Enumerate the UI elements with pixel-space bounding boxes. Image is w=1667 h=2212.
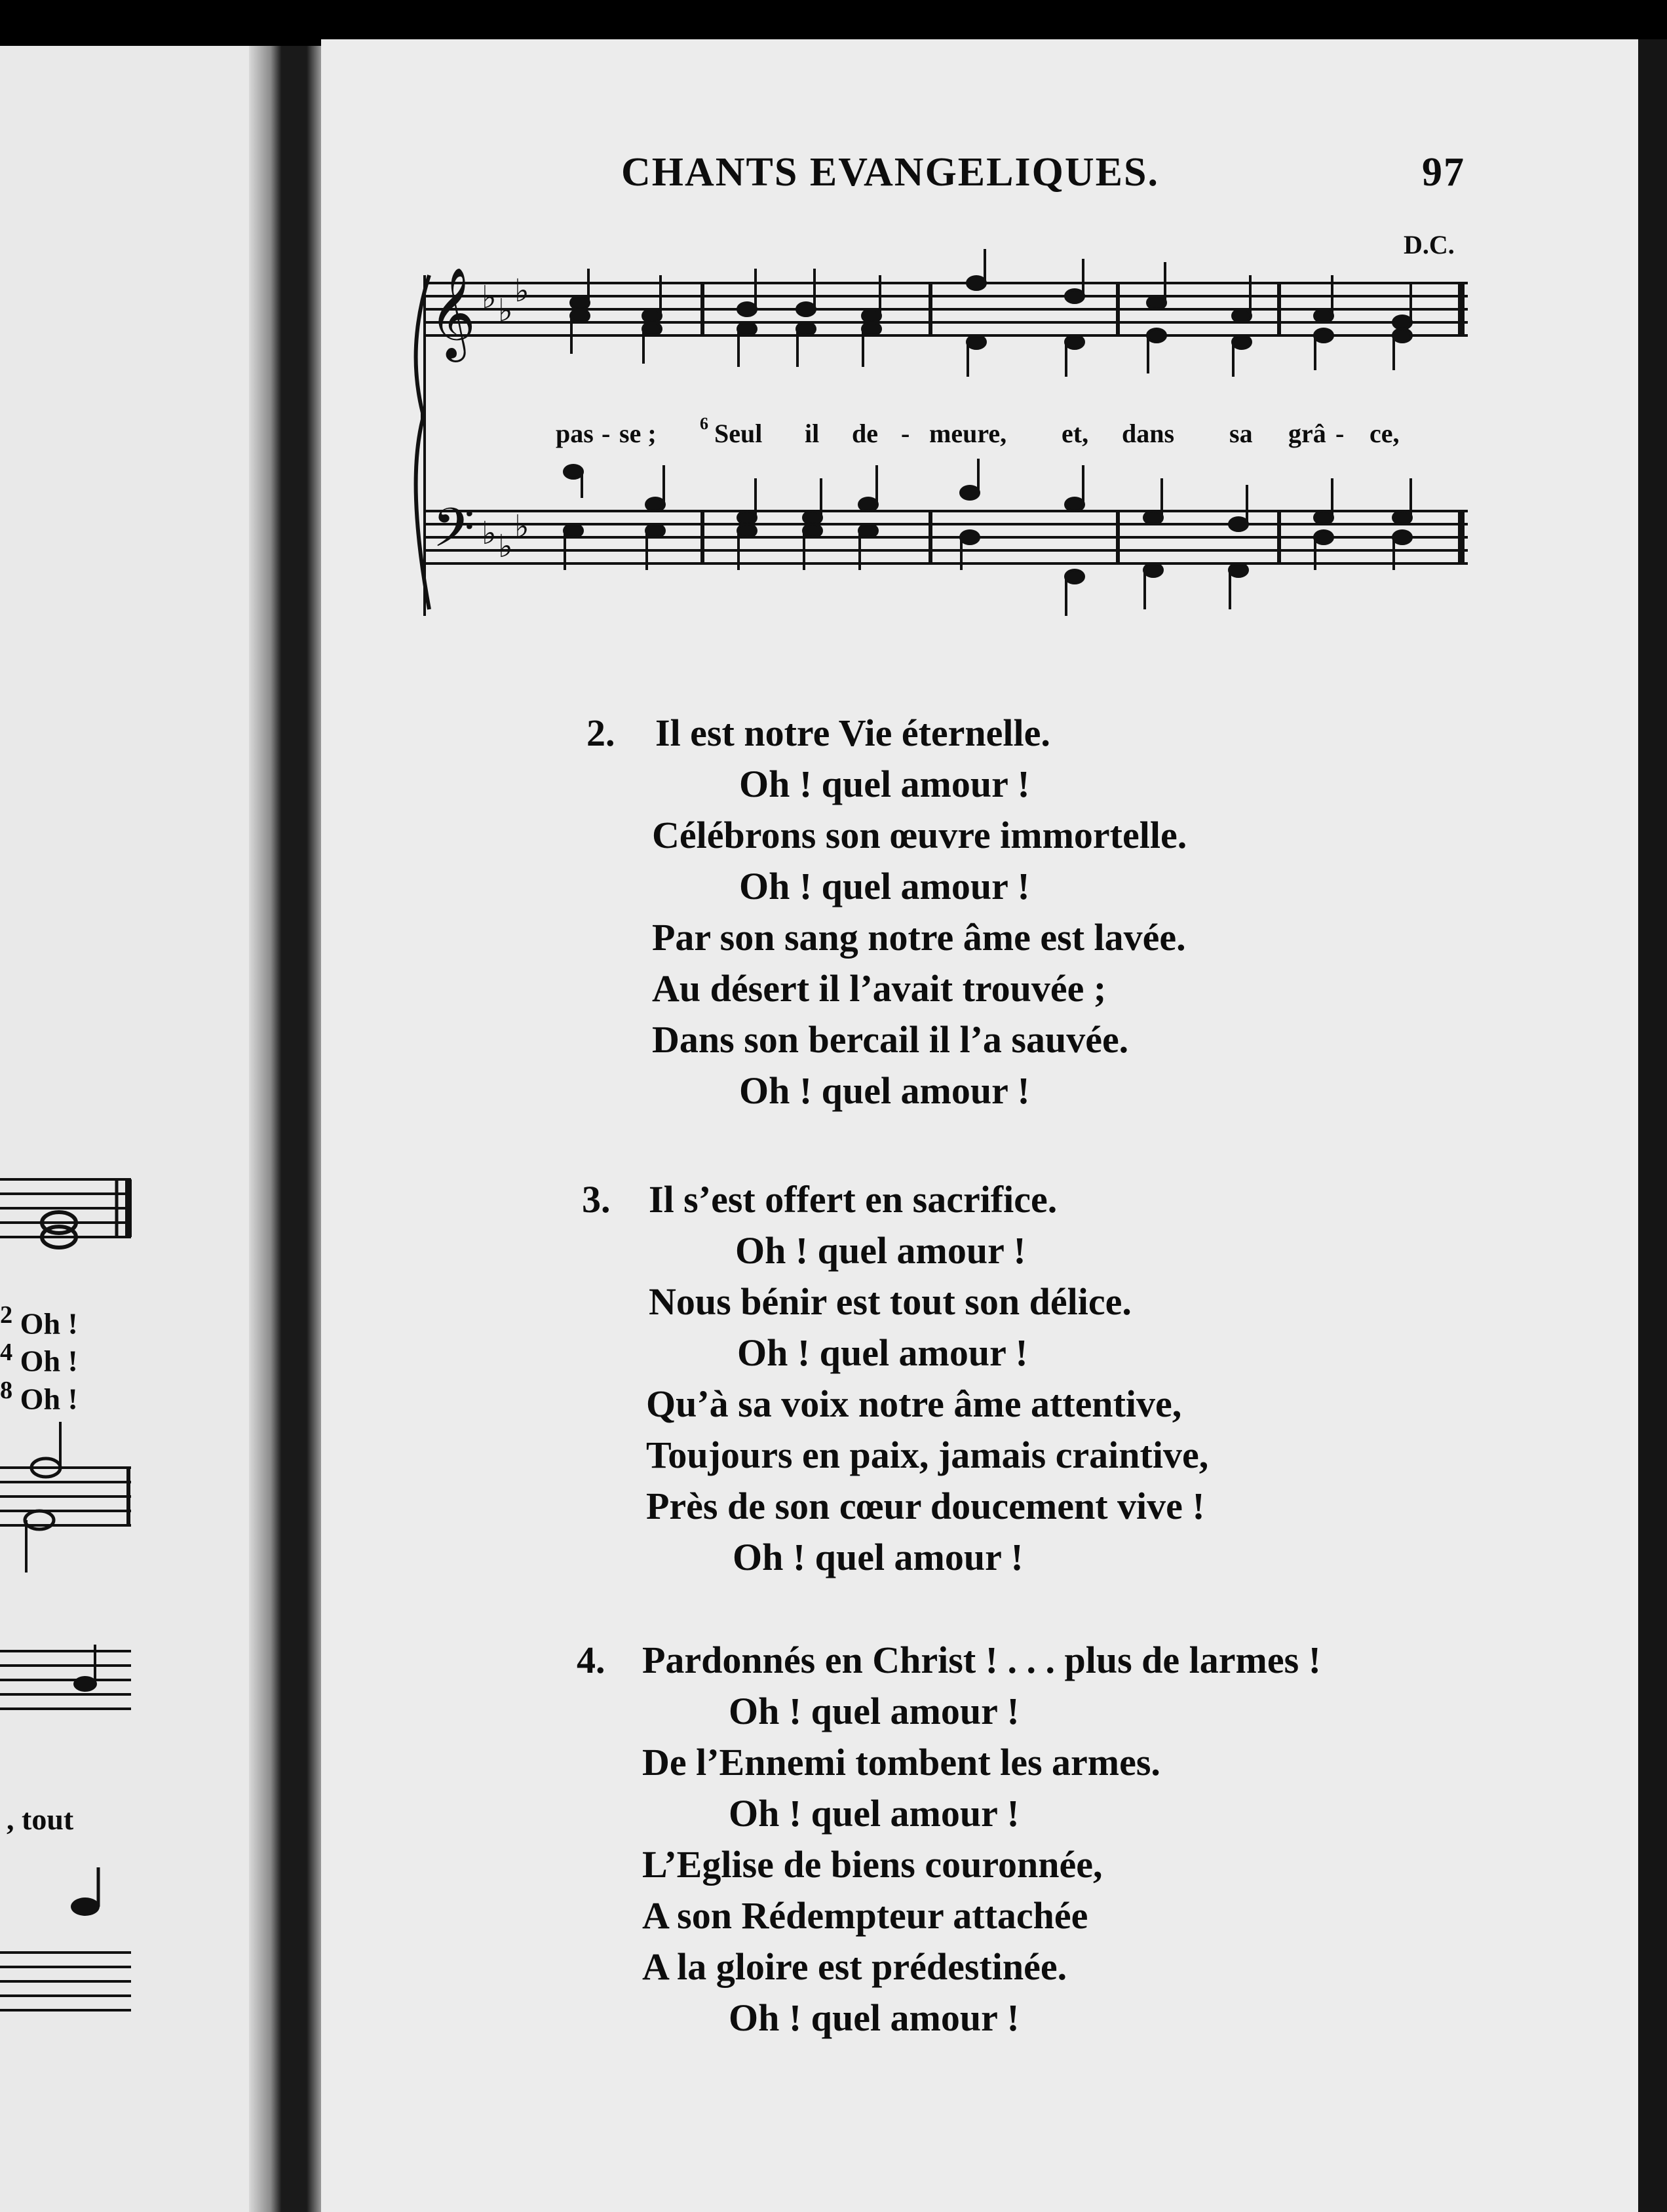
left-refrain-row	[0, 1376, 78, 1413]
verse-line: Il s’est offert en sacrifice.	[649, 1178, 1058, 1221]
verse-line: A la gloire est prédestinée.	[642, 1945, 1067, 1988]
page-number: 97	[1422, 150, 1465, 195]
lyric-syllable: grâ	[1288, 419, 1326, 448]
verse-line: A son Rédempteur attachée	[642, 1894, 1088, 1937]
lyric-syllable: se ;	[619, 419, 657, 448]
verse-line: De l’Ennemi tombent les armes.	[642, 1741, 1160, 1783]
left-refrain-block	[0, 1301, 78, 1413]
verse-line: Célébrons son œuvre immortelle.	[652, 814, 1187, 856]
lyric-syllable: -	[1335, 419, 1345, 448]
refrain-line: Oh ! quel amour !	[729, 1996, 1020, 2039]
treble-clef-icon: 𝄞	[429, 269, 476, 356]
verse-line: Il est notre Vie éternelle.	[655, 712, 1050, 754]
left-lyric-fragment: , tout	[7, 1802, 74, 1836]
verse-line: Près de son cœur doucement vive !	[646, 1485, 1205, 1527]
running-title: CHANTS EVANGELIQUES.	[621, 150, 1159, 195]
verse-number: 4.	[577, 1639, 605, 1681]
refrain-line: Oh ! quel amour !	[735, 1229, 1026, 1272]
refrain-word: Oh !	[20, 1381, 78, 1415]
flat-icon: ♭	[482, 280, 497, 315]
lyric-syllable: -	[602, 419, 611, 448]
bass-staff	[426, 511, 1468, 563]
verse-line: Nous bénir est tout son délice.	[649, 1280, 1132, 1323]
flat-icon: ♭	[482, 516, 497, 551]
book-gutter	[249, 46, 321, 2212]
bass-clef-icon: 𝄢	[432, 499, 475, 571]
left-refrain-row	[0, 1338, 78, 1378]
refrain-word: Oh !	[20, 1306, 78, 1341]
refrain-line: Oh ! quel amour !	[733, 1536, 1024, 1578]
lyric-syllable: et,	[1062, 419, 1089, 448]
lyric-syllable: sa	[1229, 419, 1253, 448]
refrain-line: Oh ! quel amour !	[739, 763, 1030, 805]
refrain-line: Oh ! quel amour !	[739, 1069, 1030, 1112]
treble-notes	[571, 249, 1411, 377]
refrain-line: Oh ! quel amour !	[729, 1792, 1020, 1835]
left-refrain-row	[0, 1301, 78, 1341]
verse-number: 2.	[586, 712, 615, 754]
verse-number: 3.	[582, 1178, 611, 1221]
flat-icon: ♭	[514, 510, 529, 544]
system-brace	[416, 275, 429, 609]
lyric-syllable: -	[901, 419, 910, 448]
lyric-syllable: pas	[556, 419, 594, 448]
verse-line: L’Eglise de biens couronnée,	[642, 1843, 1103, 1886]
music-score	[393, 249, 1481, 668]
verse-index: 2	[0, 1301, 13, 1329]
verse-line: Qu’à sa voix notre âme attentive,	[646, 1382, 1182, 1425]
lyric-syllable: dans	[1122, 419, 1175, 448]
flat-icon: ♭	[498, 529, 513, 564]
refrain-line: Oh ! quel amour !	[737, 1331, 1028, 1374]
refrain-word: Oh !	[20, 1344, 78, 1378]
lyric-verse-marker: 6	[700, 414, 708, 433]
da-capo-mark: D.C.	[1404, 230, 1455, 259]
verse-index: 4	[0, 1339, 13, 1367]
right-page-edge	[1638, 39, 1667, 2212]
verse-line: Pardonnés en Christ ! . . . plus de larmes !	[642, 1639, 1321, 1681]
flat-icon: ♭	[514, 274, 529, 309]
verse-line: Toujours en paix, jamais craintive,	[646, 1434, 1209, 1476]
verse-line: Au désert il l’avait trouvée ;	[652, 967, 1107, 1010]
lyric-syllable: meure,	[929, 419, 1007, 448]
lyric-syllable: ce,	[1370, 419, 1400, 448]
verse-line: Dans son bercail il l’a sauvée.	[652, 1018, 1129, 1061]
refrain-line: Oh ! quel amour !	[729, 1690, 1020, 1732]
flat-icon: ♭	[498, 294, 513, 328]
lyric-syllable: il	[805, 419, 820, 448]
lyric-syllable: Seul	[714, 419, 763, 448]
lyric-syllable: de	[852, 419, 878, 448]
refrain-line: Oh ! quel amour !	[739, 865, 1030, 907]
verse-line: Par son sang notre âme est lavée.	[652, 916, 1186, 959]
verse-index: 8	[0, 1376, 13, 1404]
